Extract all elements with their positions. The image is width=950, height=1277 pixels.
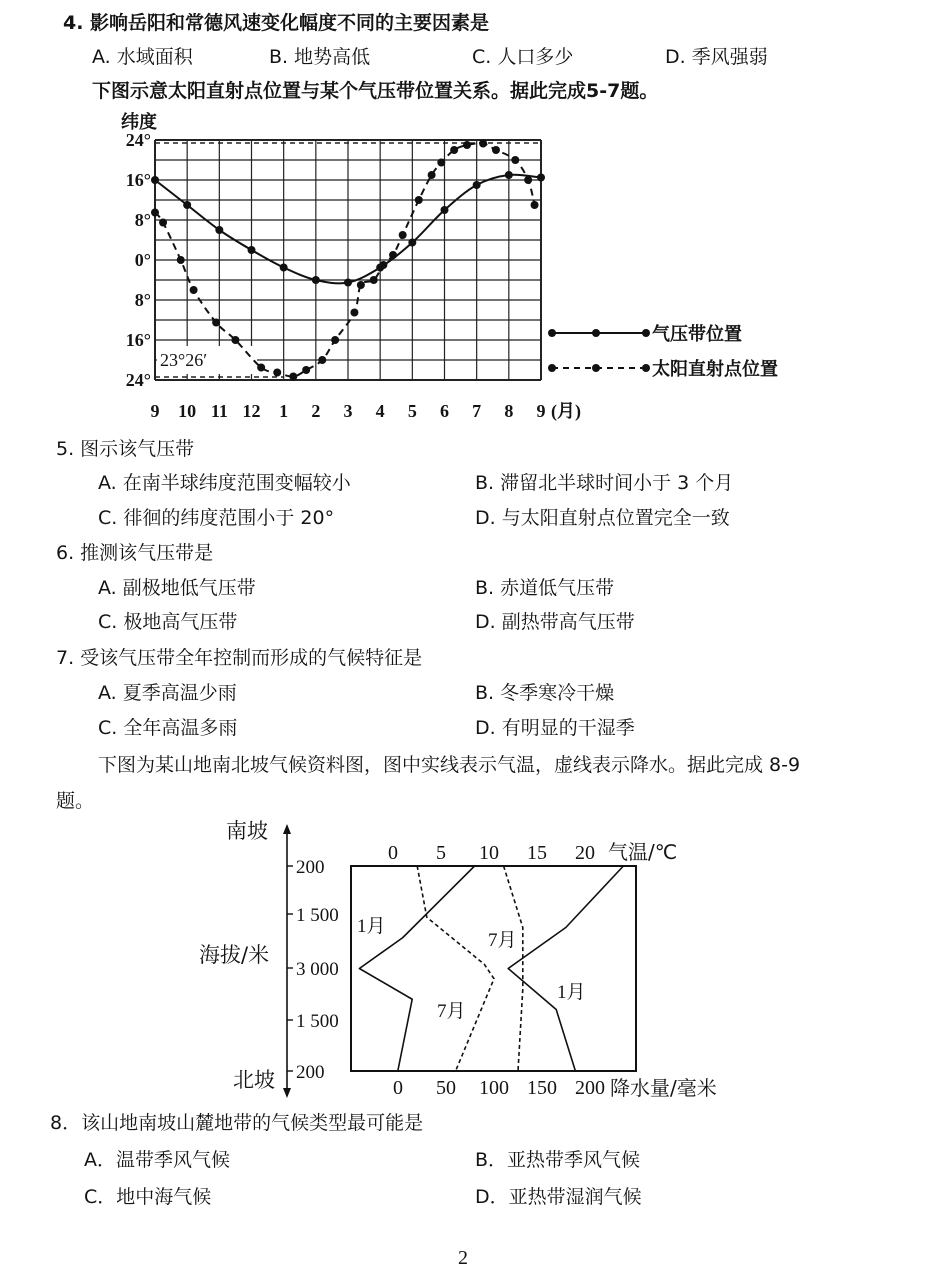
- precip-tick-label: 0: [393, 1077, 403, 1099]
- altitude-tick-label: 1 500: [296, 905, 339, 926]
- sun-point-point: [370, 276, 378, 284]
- x-tick-label: 5: [407, 401, 417, 421]
- legend-marker: [592, 329, 600, 337]
- temp-tick-label: 0: [388, 842, 398, 864]
- series-2-label: 7月: [488, 930, 517, 951]
- pressure-belt-point: [441, 206, 449, 214]
- q6-option-d: D. 副热带高气压带: [475, 611, 635, 633]
- sun-point-point: [479, 140, 487, 148]
- altitude-tick-label: 200: [296, 857, 325, 878]
- precip-tick-label: 150: [527, 1077, 557, 1099]
- q7-option-c: C. 全年高温多雨: [98, 717, 238, 739]
- temp-tick-label: 20: [575, 842, 595, 864]
- series-1-line: [359, 866, 474, 1071]
- sun-point-point: [273, 369, 281, 377]
- sun-point-point: [231, 336, 239, 344]
- sun-point-point: [415, 196, 423, 204]
- q7-stem: 7. 受该气压带全年控制而形成的气候特征是: [56, 647, 423, 669]
- x-tick-label: 4: [375, 401, 385, 421]
- q5-option-d: D. 与太阳直射点位置完全一致: [475, 507, 730, 529]
- series-2-line: [508, 866, 623, 1071]
- y-tick-label: 8°: [134, 290, 151, 310]
- intro-8-9-line2: 题。: [56, 790, 95, 812]
- x-unit-label: (月): [551, 401, 581, 421]
- axis-arrow-down: [283, 1088, 291, 1098]
- sun-point-point: [428, 171, 436, 179]
- x-tick-label: 11: [210, 401, 228, 421]
- q7-option-d: D. 有明显的干湿季: [475, 717, 635, 739]
- sun-point-point: [399, 231, 407, 239]
- q5-option-a: A. 在南半球纬度范围变幅较小: [98, 472, 351, 494]
- y-tick-label: 0°: [134, 250, 151, 270]
- legend-pressure-belt: 气压带位置: [652, 324, 742, 345]
- temp-axis-label: 气温/℃: [608, 840, 678, 864]
- sun-point-point: [331, 336, 339, 344]
- q6-option-a: A. 副极地低气压带: [98, 577, 256, 599]
- intro-8-9-line1: 下图为某山地南北坡气候资料图，图中实线表示气温，虚线表示降水。据此完成 8-9: [98, 754, 801, 776]
- y-tick-label: 16°: [125, 170, 151, 190]
- intro-5-7: 下图示意太阳直射点位置与某个气压带位置关系。据此完成5-7题。: [92, 80, 659, 102]
- legend-sun-point: 太阳直射点位置: [652, 359, 778, 380]
- sun-point-point: [257, 364, 265, 372]
- pressure-belt-point: [473, 181, 481, 189]
- south-slope-label: 南坡: [226, 819, 268, 843]
- q4-option-a: A. 水域面积: [92, 46, 193, 68]
- q5-option-b: B. 滞留北半球时间小于 3 个月: [475, 472, 734, 494]
- q5-stem: 5. 图示该气压带: [56, 438, 195, 460]
- sun-point-point: [212, 319, 220, 327]
- sun-point-point: [531, 201, 539, 209]
- sun-point-point: [159, 219, 167, 227]
- pressure-belt-point: [312, 276, 320, 284]
- pressure-belt-point: [344, 279, 352, 287]
- plot-frame: [351, 866, 636, 1071]
- temp-tick-label: 15: [527, 842, 547, 864]
- sun-point-point: [511, 156, 519, 164]
- sun-point-point: [289, 373, 297, 381]
- north-slope-label: 北坡: [233, 1068, 275, 1092]
- pressure-belt-point: [248, 246, 256, 254]
- sun-point-point: [524, 176, 532, 184]
- series-3-line: [417, 866, 494, 1071]
- sun-point-point: [190, 286, 198, 294]
- q6-stem: 6. 推测该气压带是: [56, 542, 214, 564]
- y-tick-label: 24°: [125, 130, 151, 150]
- sun-point-point: [492, 146, 500, 154]
- precip-tick-label: 200: [575, 1077, 605, 1099]
- x-tick-label: 9: [150, 401, 160, 421]
- sun-point-point: [177, 256, 185, 264]
- pressure-belt-point: [505, 171, 513, 179]
- sun-point-point: [437, 159, 445, 167]
- altitude-tick-label: 3 000: [296, 959, 339, 980]
- sun-point-point: [379, 261, 387, 269]
- legend-marker: [642, 329, 650, 337]
- q4-option-b: B. 地势高低: [269, 46, 371, 68]
- q5-option-c: C. 徘徊的纬度范围小于 20°: [98, 507, 335, 529]
- x-tick-label: 3: [343, 401, 353, 421]
- legend-marker: [548, 329, 556, 337]
- altitude-axis-label: 海拔/米: [199, 943, 270, 967]
- chart1-ylabel: 纬度: [121, 112, 157, 133]
- legend-marker: [642, 364, 650, 372]
- x-tick-label: 9: [536, 401, 546, 421]
- page-number: 2: [458, 1247, 468, 1269]
- sun-point-point: [463, 141, 471, 149]
- pressure-belt-point: [215, 226, 223, 234]
- sun-point-point: [302, 366, 310, 374]
- sun-point-point: [357, 281, 365, 289]
- precip-axis-label: 降水量/毫米: [610, 1076, 717, 1100]
- q8-stem: 8．该山地南坡山麓地带的气候类型最可能是: [50, 1112, 424, 1134]
- q4-stem: 4. 影响岳阳和常德风速变化幅度不同的主要因素是: [63, 12, 490, 34]
- pressure-belt-point: [408, 239, 416, 247]
- q6-option-c: C. 极地高气压带: [98, 611, 238, 633]
- legend-marker: [592, 364, 600, 372]
- temp-tick-label: 10: [479, 842, 499, 864]
- sun-point-point: [450, 146, 458, 154]
- pressure-belt-point: [151, 176, 159, 184]
- mountain-climate-chart: [0, 810, 800, 1110]
- series-1-label: 1月: [357, 916, 386, 937]
- series-3-label: 7月: [437, 1001, 466, 1022]
- altitude-tick-label: 200: [296, 1062, 325, 1083]
- pressure-belt-point: [183, 201, 191, 209]
- precip-tick-label: 100: [479, 1077, 509, 1099]
- x-tick-label: 10: [178, 401, 197, 421]
- latitude-chart: [0, 100, 800, 420]
- precip-tick-label: 50: [436, 1077, 456, 1099]
- x-tick-label: 7: [472, 401, 482, 421]
- legend-marker: [548, 364, 556, 372]
- sun-point-point: [318, 356, 326, 364]
- q8-option-a: A．温带季风气候: [84, 1149, 230, 1171]
- annotation-23-26: 23°26′: [160, 350, 208, 370]
- pressure-belt-point: [537, 174, 545, 182]
- q8-option-c: C．地中海气候: [84, 1186, 212, 1208]
- x-tick-label: 8: [504, 401, 514, 421]
- y-tick-label: 16°: [125, 330, 151, 350]
- temp-tick-label: 5: [436, 842, 446, 864]
- x-tick-label: 12: [242, 401, 261, 421]
- sun-point-point: [389, 251, 397, 259]
- q8-option-b: B．亚热带季风气候: [475, 1149, 641, 1171]
- q8-option-d: D．亚热带湿润气候: [475, 1186, 642, 1208]
- y-tick-label: 24°: [125, 370, 151, 390]
- x-tick-label: 2: [311, 401, 321, 421]
- q4-option-c: C. 人口多少: [472, 46, 574, 68]
- axis-arrow-up: [283, 824, 291, 834]
- pressure-belt-point: [280, 264, 288, 272]
- q7-option-a: A. 夏季高温少雨: [98, 682, 237, 704]
- q6-option-b: B. 赤道低气压带: [475, 577, 615, 599]
- x-tick-label: 1: [279, 401, 289, 421]
- sun-point-point: [151, 209, 159, 217]
- series-4-label: 1月: [557, 982, 586, 1003]
- q7-option-b: B. 冬季寒冷干燥: [475, 682, 615, 704]
- sun-point-point: [350, 309, 358, 317]
- altitude-tick-label: 1 500: [296, 1011, 339, 1032]
- series-4-line: [504, 866, 523, 1071]
- q4-option-d: D. 季风强弱: [665, 46, 768, 68]
- x-tick-label: 6: [440, 401, 449, 421]
- y-tick-label: 8°: [134, 210, 151, 230]
